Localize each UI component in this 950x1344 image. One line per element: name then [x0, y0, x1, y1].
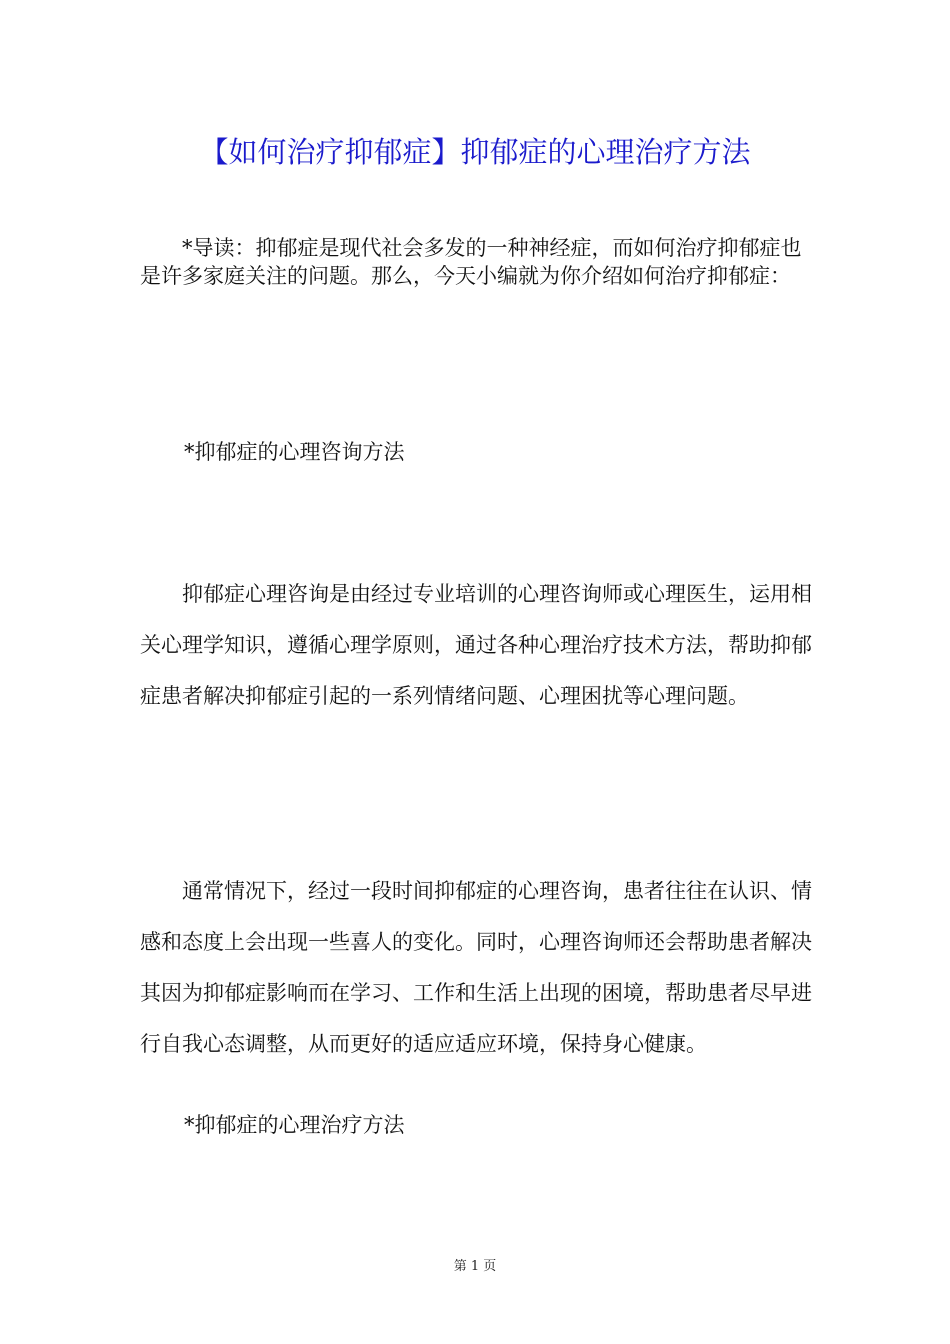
document-title: 【如何治疗抑郁症】抑郁症的心理治疗方法	[199, 135, 751, 169]
section-heading-counseling: *抑郁症的心理咨询方法	[184, 440, 405, 464]
page-number: 第 1 页	[453, 1259, 497, 1274]
body-paragraph-1: 抑郁症心理咨询是由经过专业培训的心理咨询师或心理医生，运用相关心理学知识，遵循心理学原则，通过各种心理治疗技术方法，帮助抑郁症患者解决抑郁症引起的一系列情绪问题、心理困扰等心理问题。	[140, 582, 812, 708]
section-heading-therapy: *抑郁症的心理治疗方法	[184, 1113, 405, 1137]
intro-paragraph: *导读：抑郁症是现代社会多发的一种神经症，而如何治疗抑郁症也是许多家庭关注的问题。那么，今天小编就为你介绍如何治疗抑郁症：	[140, 236, 802, 288]
body-paragraph-2: 通常情况下，经过一段时间抑郁症的心理咨询，患者往往在认识、情感和态度上会出现一些喜人的变化。同时，心理咨询师还会帮助患者解决其因为抑郁症影响而在学习、工作和生活上出现的困境，帮助患者尽早进行自我心态调整，从而更好的适应适应环境，保持身心健康。	[140, 879, 812, 1056]
